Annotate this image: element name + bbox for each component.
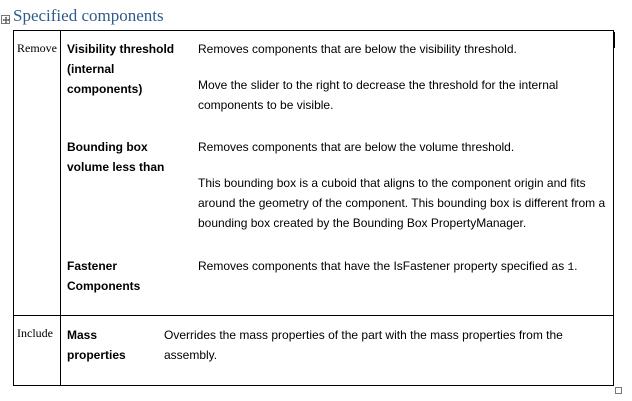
desc-fastener-text: Removes components that have the IsFastener property specified as bbox=[198, 259, 568, 273]
text-cursor bbox=[613, 32, 615, 48]
desc-fastener-suffix: . bbox=[574, 259, 578, 273]
term-visibility-threshold: Visibility threshold (internal components) bbox=[67, 42, 175, 96]
desc-fastener-code: 1 bbox=[567, 262, 575, 274]
column-divider bbox=[60, 31, 61, 385]
desc-bounding-box: Removes components that are below the volume threshold. bbox=[198, 140, 515, 154]
section-heading: Specified components bbox=[13, 6, 164, 25]
term-bounding-box: Bounding box volume less than bbox=[67, 140, 165, 174]
term-mass-properties: Mass properties bbox=[67, 328, 126, 362]
table-resize-handle-icon[interactable] bbox=[615, 387, 622, 394]
desc-visibility-threshold-detail: Move the slider to the right to decrease the threshold for the internal components to be visible. bbox=[198, 78, 559, 112]
term-fastener-components: Fastener Components bbox=[67, 259, 141, 293]
row-divider bbox=[14, 315, 613, 316]
row-label-include: Include bbox=[17, 326, 53, 340]
table-move-handle-icon[interactable] bbox=[1, 15, 10, 24]
components-table bbox=[13, 30, 614, 386]
desc-visibility-threshold: Removes components that are below the visibility threshold. bbox=[198, 42, 517, 56]
desc-bounding-box-detail: This bounding box is a cuboid that aligns to the component origin and fits around the geometry of the component. This bounding box is different from a bounding box created by the Bounding Box PropertyManager. bbox=[198, 176, 606, 230]
row-label-remove: Remove bbox=[17, 41, 57, 55]
desc-mass-properties: Overrides the mass properties of the part with the mass properties from the assembly. bbox=[164, 328, 563, 362]
desc-fastener-components bbox=[198, 256, 610, 278]
